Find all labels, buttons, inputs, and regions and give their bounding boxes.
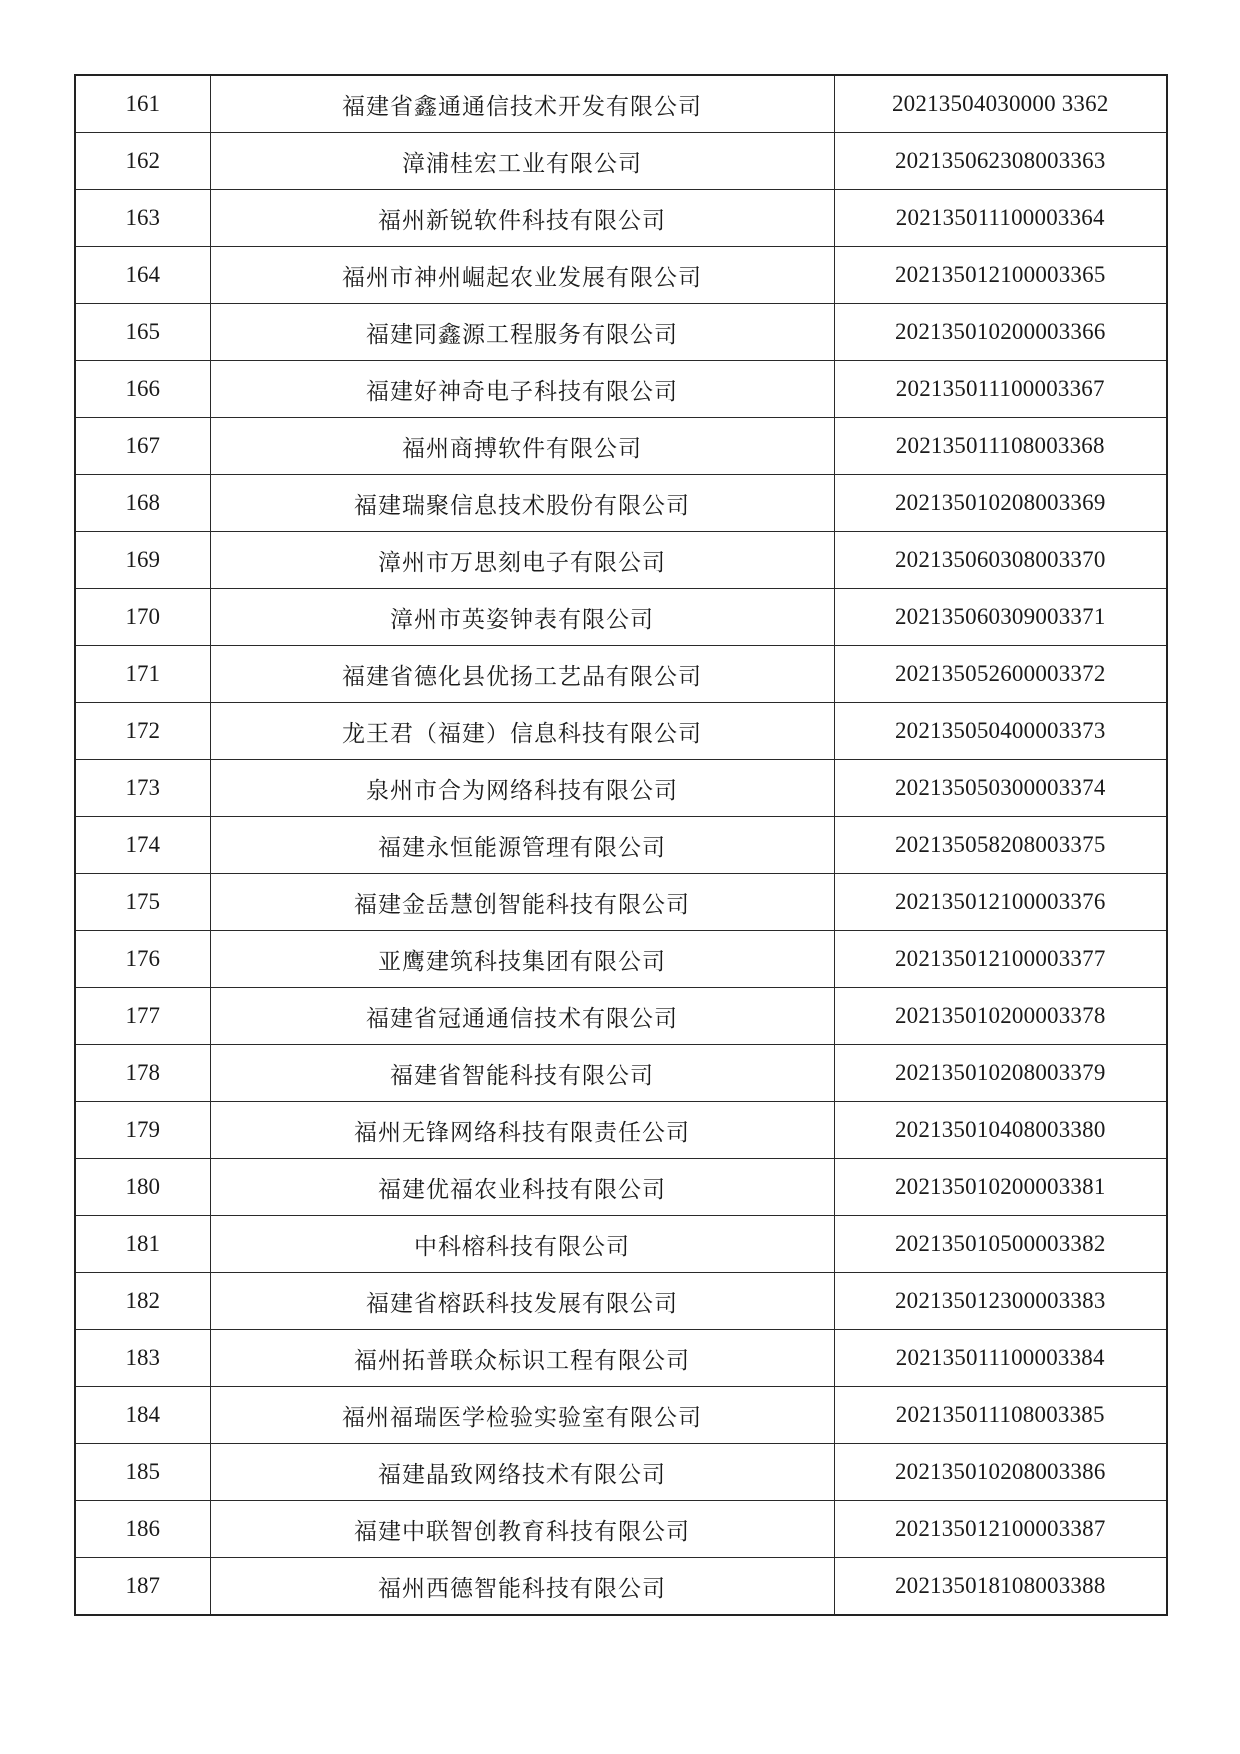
row-number: 167 <box>75 418 210 475</box>
row-number: 175 <box>75 874 210 931</box>
company-name: 福建晶致网络技术有限公司 <box>210 1444 834 1501</box>
company-name: 亚鹰建筑科技集团有限公司 <box>210 931 834 988</box>
registration-code: 202135062308003363 <box>834 133 1167 190</box>
table-row <box>75 1558 1167 1616</box>
row-number: 170 <box>75 589 210 646</box>
table-row <box>75 1273 1167 1330</box>
table-row <box>75 190 1167 247</box>
table-row <box>75 247 1167 304</box>
company-name: 龙王君（福建）信息科技有限公司 <box>210 703 834 760</box>
table-row <box>75 988 1167 1045</box>
company-name: 福建金岳慧创智能科技有限公司 <box>210 874 834 931</box>
table-row <box>75 760 1167 817</box>
registration-code: 202135050400003373 <box>834 703 1167 760</box>
registration-code: 202135050300003374 <box>834 760 1167 817</box>
row-number: 181 <box>75 1216 210 1273</box>
company-name: 福建瑞聚信息技术股份有限公司 <box>210 475 834 532</box>
table-row <box>75 646 1167 703</box>
table-row <box>75 475 1167 532</box>
table-row <box>75 133 1167 190</box>
row-number: 185 <box>75 1444 210 1501</box>
company-name: 福建省智能科技有限公司 <box>210 1045 834 1102</box>
registration-code: 202135010200003381 <box>834 1159 1167 1216</box>
row-number: 166 <box>75 361 210 418</box>
table-row <box>75 931 1167 988</box>
registration-code: 202135052600003372 <box>834 646 1167 703</box>
row-number: 163 <box>75 190 210 247</box>
company-name: 福州新锐软件科技有限公司 <box>210 190 834 247</box>
row-number: 186 <box>75 1501 210 1558</box>
company-name: 福建省德化县优扬工艺品有限公司 <box>210 646 834 703</box>
registration-code: 202135010200003378 <box>834 988 1167 1045</box>
row-number: 180 <box>75 1159 210 1216</box>
table-row <box>75 532 1167 589</box>
registration-code: 202135058208003375 <box>834 817 1167 874</box>
row-number: 168 <box>75 475 210 532</box>
company-name: 福建省鑫通通信技术开发有限公司 <box>210 75 834 133</box>
table-row <box>75 1444 1167 1501</box>
row-number: 162 <box>75 133 210 190</box>
company-name: 福建同鑫源工程服务有限公司 <box>210 304 834 361</box>
row-number: 178 <box>75 1045 210 1102</box>
table-row <box>75 874 1167 931</box>
row-number: 179 <box>75 1102 210 1159</box>
registration-code: 202135012100003387 <box>834 1501 1167 1558</box>
table-row <box>75 1501 1167 1558</box>
company-name: 泉州市合为网络科技有限公司 <box>210 760 834 817</box>
table-row <box>75 1387 1167 1444</box>
table-row <box>75 817 1167 874</box>
company-name: 中科榕科技有限公司 <box>210 1216 834 1273</box>
company-name: 福州福瑞医学检验实验室有限公司 <box>210 1387 834 1444</box>
registration-code: 202135010500003382 <box>834 1216 1167 1273</box>
company-name: 福州市神州崛起农业发展有限公司 <box>210 247 834 304</box>
row-number: 176 <box>75 931 210 988</box>
company-name: 福建中联智创教育科技有限公司 <box>210 1501 834 1558</box>
row-number: 182 <box>75 1273 210 1330</box>
registration-code: 202135010208003379 <box>834 1045 1167 1102</box>
registration-code: 202135018108003388 <box>834 1558 1167 1616</box>
company-name: 福建好神奇电子科技有限公司 <box>210 361 834 418</box>
registration-code: 202135010208003369 <box>834 475 1167 532</box>
registration-code: 202135011100003384 <box>834 1330 1167 1387</box>
row-number: 169 <box>75 532 210 589</box>
company-name: 漳州市万思刻电子有限公司 <box>210 532 834 589</box>
company-name: 漳浦桂宏工业有限公司 <box>210 133 834 190</box>
registration-code: 202135011100003364 <box>834 190 1167 247</box>
row-number: 161 <box>75 75 210 133</box>
company-name: 福州拓普联众标识工程有限公司 <box>210 1330 834 1387</box>
table-row <box>75 1216 1167 1273</box>
table-row <box>75 703 1167 760</box>
row-number: 174 <box>75 817 210 874</box>
registration-code: 202135010408003380 <box>834 1102 1167 1159</box>
company-name: 福州无锋网络科技有限责任公司 <box>210 1102 834 1159</box>
row-number: 184 <box>75 1387 210 1444</box>
table-row <box>75 1102 1167 1159</box>
company-name: 福建永恒能源管理有限公司 <box>210 817 834 874</box>
table-body <box>75 75 1167 1615</box>
row-number: 171 <box>75 646 210 703</box>
registration-code: 202135060308003370 <box>834 532 1167 589</box>
table-row <box>75 418 1167 475</box>
registration-code: 202135011100003367 <box>834 361 1167 418</box>
table-row <box>75 304 1167 361</box>
company-name: 漳州市英姿钟表有限公司 <box>210 589 834 646</box>
row-number: 165 <box>75 304 210 361</box>
row-number: 183 <box>75 1330 210 1387</box>
row-number: 173 <box>75 760 210 817</box>
company-name: 福州商搏软件有限公司 <box>210 418 834 475</box>
registration-code: 202135012100003377 <box>834 931 1167 988</box>
registration-code: 202135010208003386 <box>834 1444 1167 1501</box>
row-number: 164 <box>75 247 210 304</box>
registration-code: 202135011108003385 <box>834 1387 1167 1444</box>
registration-code: 202135012300003383 <box>834 1273 1167 1330</box>
table-row <box>75 1330 1167 1387</box>
row-number: 177 <box>75 988 210 1045</box>
company-list-table <box>74 74 1168 1616</box>
company-name: 福建省冠通通信技术有限公司 <box>210 988 834 1045</box>
registration-code: 202135010200003366 <box>834 304 1167 361</box>
registration-code: 202135011108003368 <box>834 418 1167 475</box>
registration-code: 202135012100003365 <box>834 247 1167 304</box>
table-row <box>75 75 1167 133</box>
row-number: 172 <box>75 703 210 760</box>
table-row <box>75 1159 1167 1216</box>
company-name: 福州西德智能科技有限公司 <box>210 1558 834 1616</box>
table-row <box>75 589 1167 646</box>
company-name: 福建优福农业科技有限公司 <box>210 1159 834 1216</box>
registration-code: 20213504030000 3362 <box>834 75 1167 133</box>
table-row <box>75 361 1167 418</box>
company-name: 福建省榕跃科技发展有限公司 <box>210 1273 834 1330</box>
registration-code: 202135060309003371 <box>834 589 1167 646</box>
row-number: 187 <box>75 1558 210 1616</box>
registration-code: 202135012100003376 <box>834 874 1167 931</box>
table-row <box>75 1045 1167 1102</box>
